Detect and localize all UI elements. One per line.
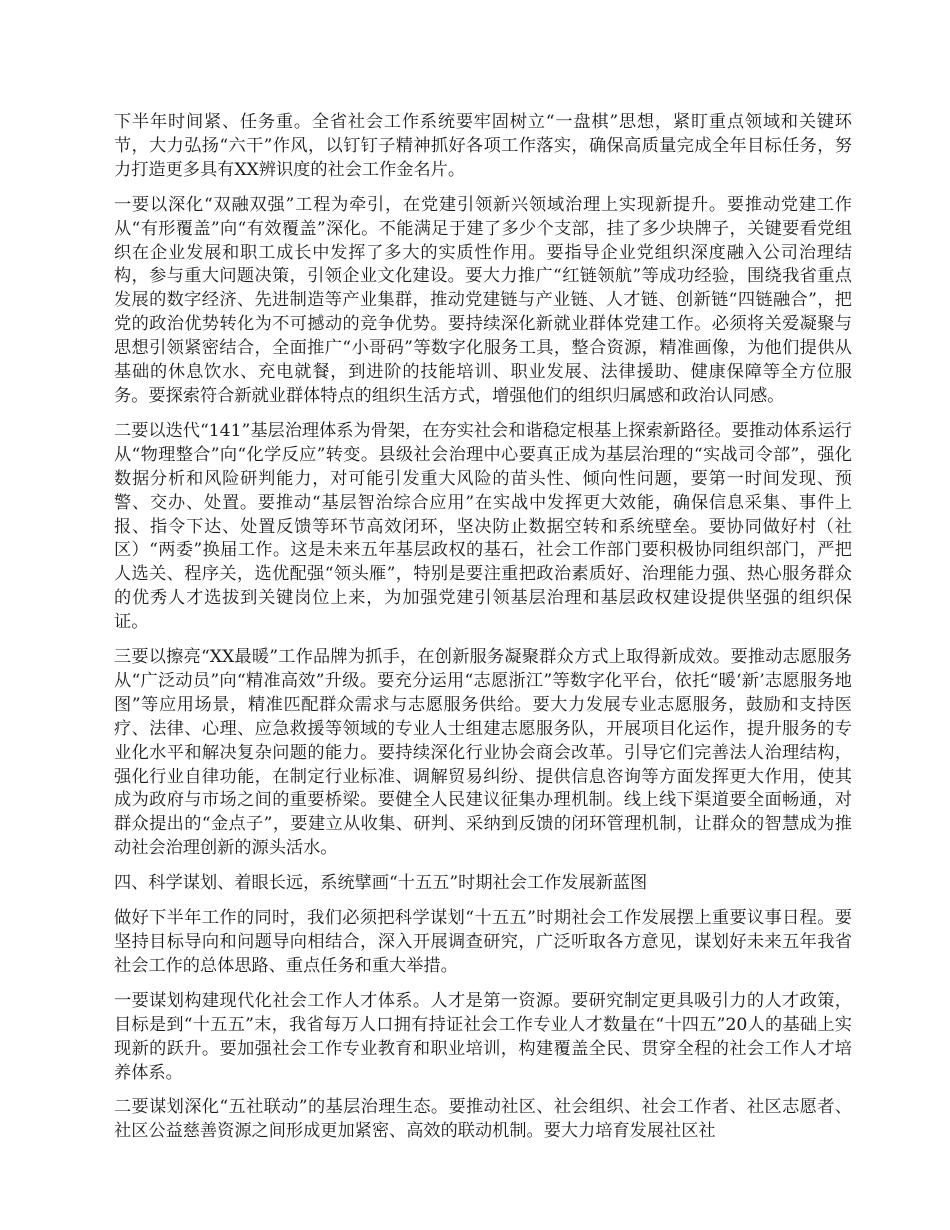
paragraph-talent-system: 一要谋划构建现代化社会工作人才体系。人才是第一资源。要研究制定更具吸引力的人才政策，目标是到“十五五”末，我省每万人口拥有持证社会工作专业人才数量在“十四五”20人的基础上实现新的跃升。要加强社会工作专业教育和职业培训，构建覆盖全民、贯穿全程的社会工作人才培养体系。 xyxy=(114,990,852,1083)
document-body xyxy=(114,111,852,1155)
paragraph-point-2: 二要以迭代“141”基层治理体系为骨架，在夯实社会和谐稳定根基上探索新路径。要推动体系运行从“物理整合”向“化学反应”转变。县级社会治理中心要真正成为基层治理的“实战司令部”，强化数据分析和风险研判能力，对可能引发重大风险的苗头性、倾向性问题，要第一时间发现、预警、交办、处置。要推动“基层智治综合应用”在实战中发挥更大效能，确保信息采集、事件上报、指令下达、处置反馈等环节高效闭环，坚决防止数据空转和系统壁垒。要协同做好村（社区）“两委”换届工作。这是未来五年基层政权的基石，社会工作部门要积极协同组织部门，严把人选关、程序关，选优配强“领头雁”，特别是要注重把政治素质好、治理能力强、热心服务群众的优秀人才选拔到关键岗位上来，为加强党建引领基层治理和基层政权建设提供坚强的组织保证。 xyxy=(114,420,852,633)
section-heading-4: 四、科学谋划、着眼长远，系统擘画“十五五”时期社会工作发展新蓝图 xyxy=(114,873,648,894)
paragraph-section-4-intro: 做好下半年工作的同时，我们必须把科学谋划“十五五”时期社会工作发展摆上重要议事日程。要坚持目标导向和问题导向相结合，深入开展调查研究，广泛听取各方意见，谋划好未来五年我省社会工作的总体思路、重点任务和重大举措。 xyxy=(114,908,852,976)
paragraph-five-community-linkage: 二要谋划深化“五社联动”的基层治理生态。要推动社区、社会组织、社会工作者、社区志愿者、社区公益慈善资源之间形成更加紧密、高效的联动机制。要大力培育发展社区社 xyxy=(114,1097,852,1142)
paragraph-point-1: 一要以深化“双融双强”工程为牵引，在党建引领新兴领域治理上实现新提升。要推动党建工作从“有形覆盖”向“有效覆盖”深化。不能满足于建了多少个支部，挂了多少块牌子，关键要看党组织在企业发展和职工成长中发挥了多大的实质性作用。要指导企业党组织深度融入公司治理结构，参与重大问题决策，引领企业文化建设。要大力推广“红链领航”等成功经验，围绕我省重点发展的数字经济、先进制造等产业集群，推动党建链与产业链、人才链、创新链“四链融合”，把党的政治优势转化为不可撼动的竞争优势。要持续深化新就业群体党建工作。必须将关爱凝聚与思想引领紧密结合，全面推广“小哥码”等数字化服务工具，整合资源，精准画像，为他们提供从基础的休息饮水、充电就餐，到进阶的技能培训、职业发展、法律援助、健康保障等全方位服务。要探索符合新就业群体特点的组织生活方式，增强他们的组织归属感和政治认同感。 xyxy=(114,194,852,406)
paragraph-point-3: 三要以擦亮“XX最暖”工作品牌为抓手，在创新服务凝聚群众方式上取得新成效。要推动志愿服务从“广泛动员”向“精准高效”升级。要充分运用“志愿浙江”等数字化平台，依托“暖‘新’志愿服务地图”等应用场景，精准匹配群众需求与志愿服务供给。要大力发展专业志愿服务，鼓励和支持医疗、法律、心理、应急救援等领域的专业人士组建志愿服务队，开展项目化运作，提升服务的专业化水平和解决复杂问题的能力。要持续深化行业协会商会改革。引导它们完善法人治理结构，强化行业自律功能，在制定行业标准、调解贸易纠纷、提供信息咨询等方面发挥更大作用，使其成为政府与市场之间的重要桥梁。要健全人民建议征集办理机制。线上线下渠道要全面畅通，对群众提出的“金点子”，要建立从收集、研判、采纳到反馈的闭环管理机制，让群众的智慧成为推动社会治理创新的源头活水。 xyxy=(114,647,852,859)
paragraph-intro: 下半年时间紧、任务重。全省社会工作系统要牢固树立“一盘棋”思想，紧盯重点领域和关键环节，大力弘扬“六干”作风，以钉钉子精神抓好各项工作落实，确保高质量完成全年目标任务，努力打造更多具有XX辨识度的社会工作金名片。 xyxy=(114,112,852,180)
